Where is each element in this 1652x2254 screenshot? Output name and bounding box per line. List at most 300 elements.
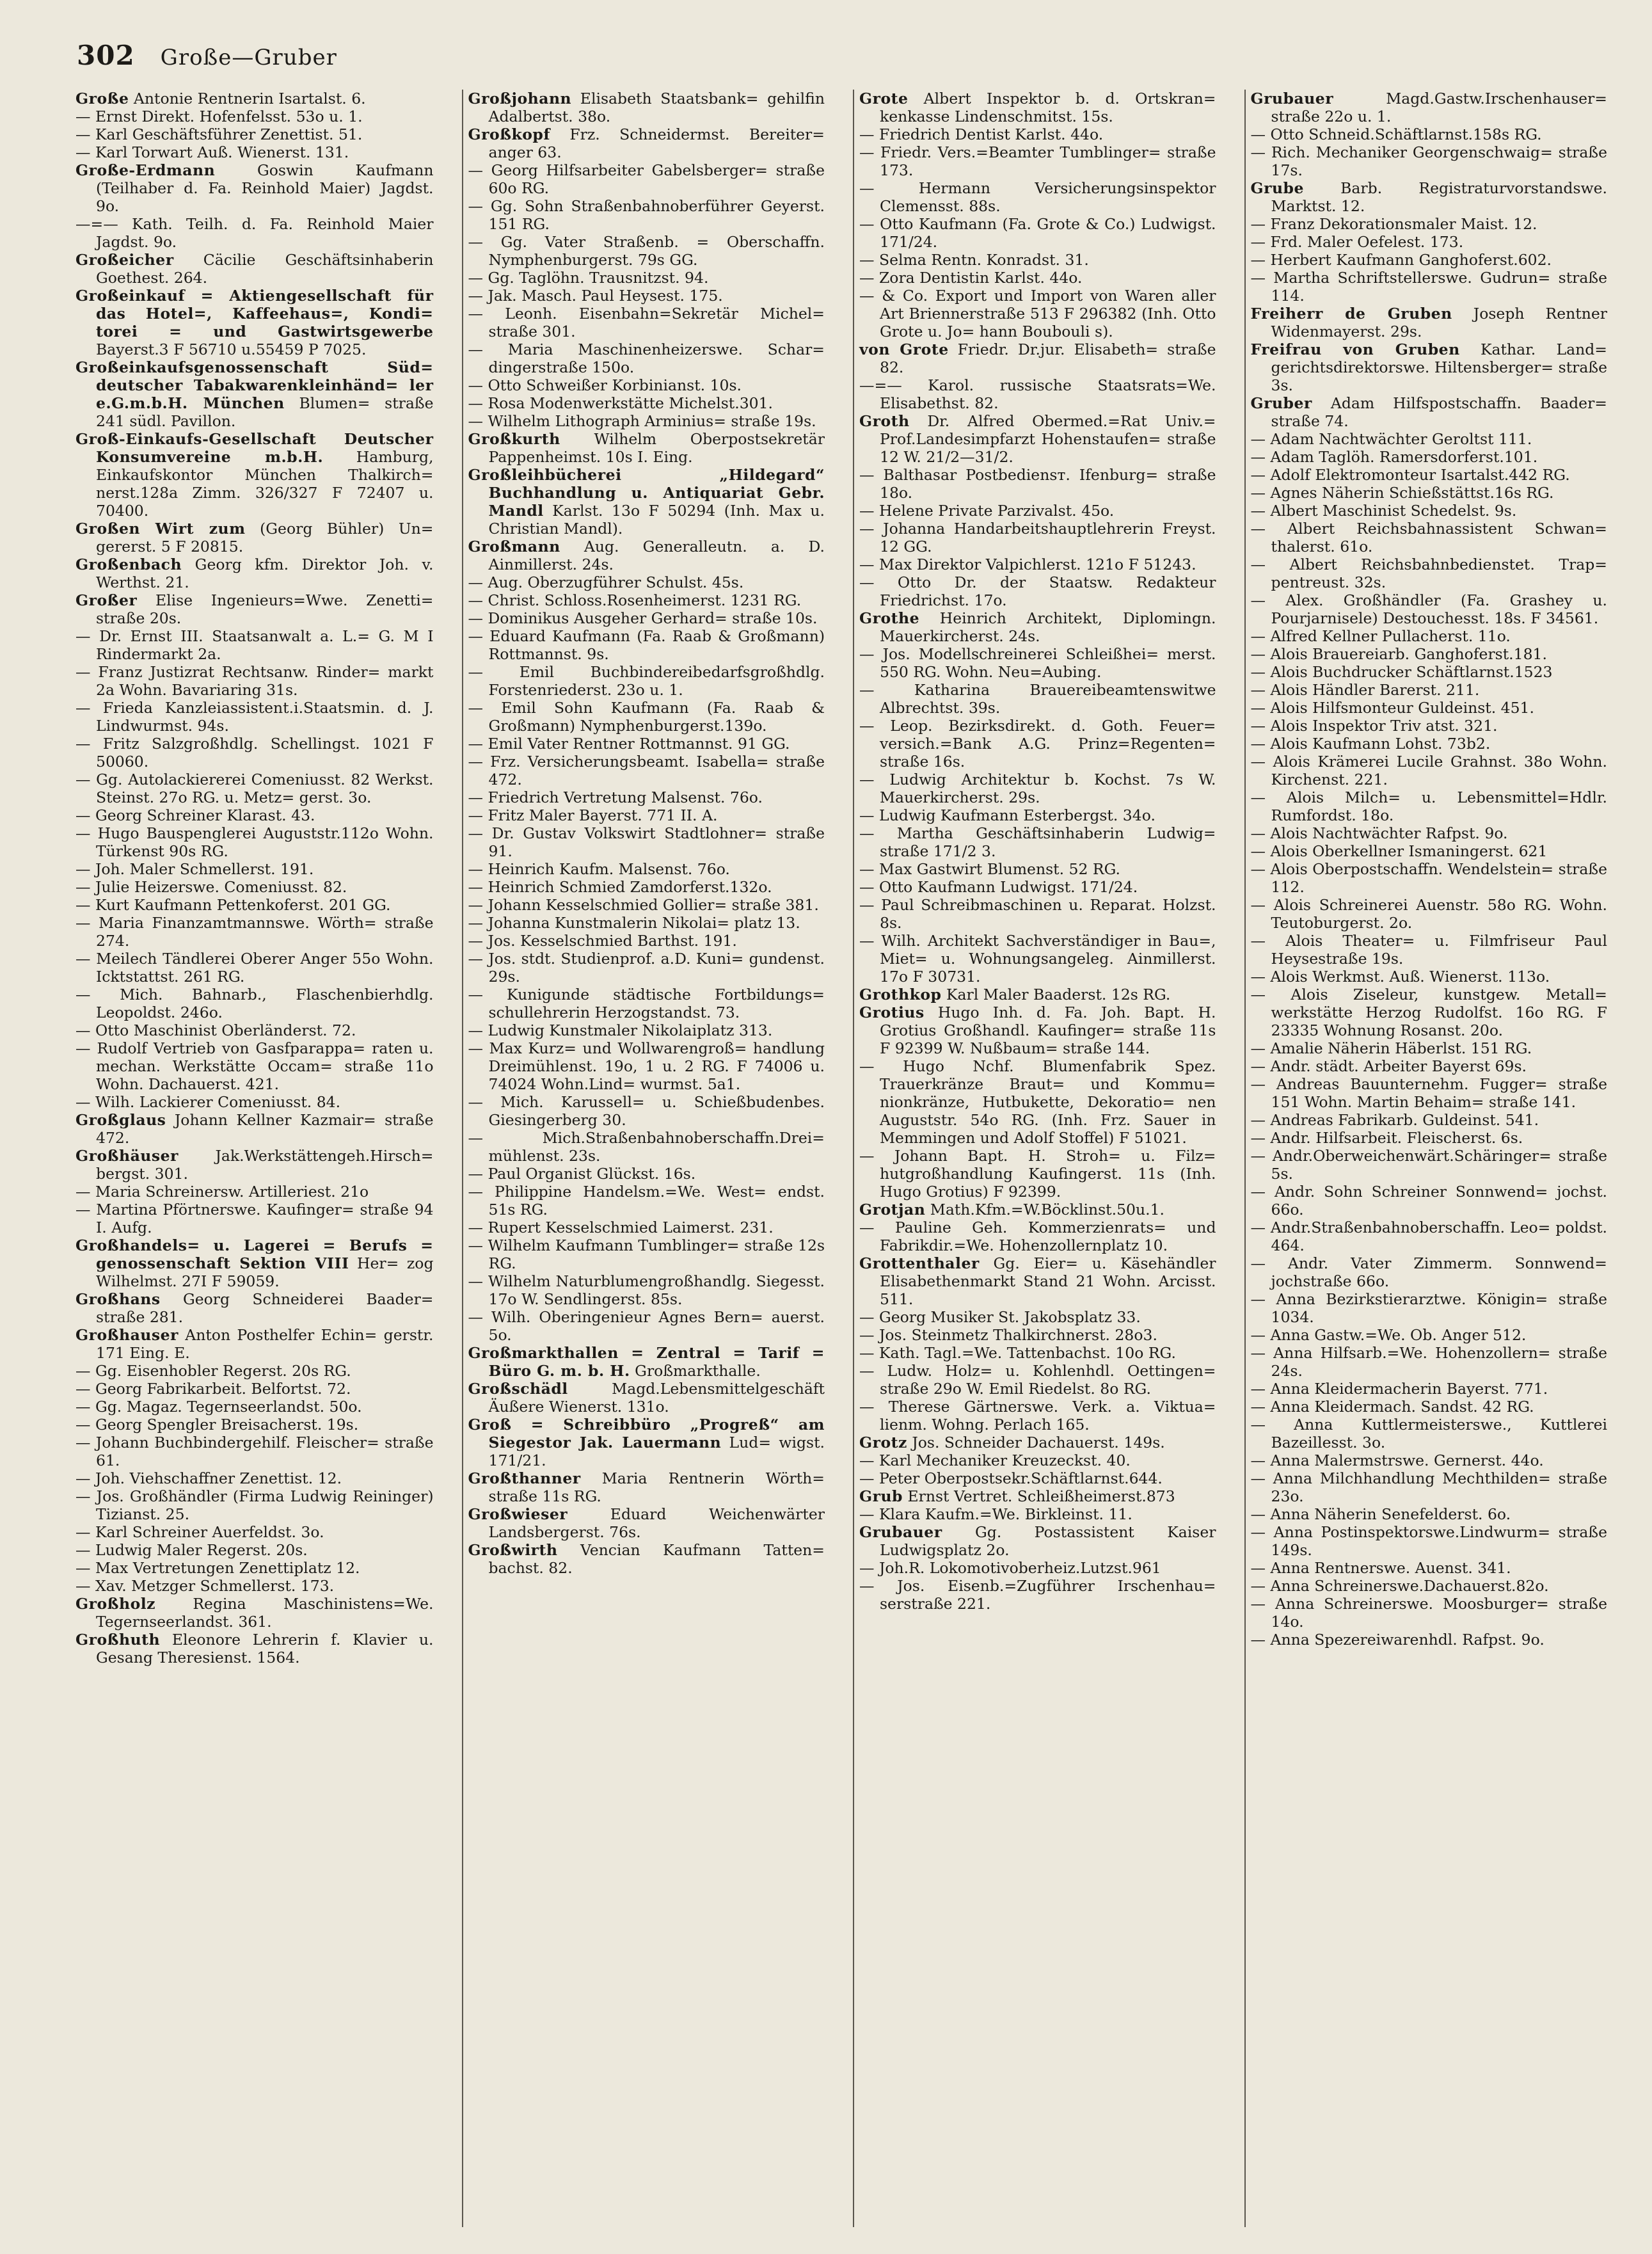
directory-entry	[859, 1254, 1216, 1308]
directory-entry	[75, 591, 434, 627]
entry-details: — Peter Oberpostsekr.Schäftlarnst.644.	[859, 1469, 1163, 1487]
entry-surname: Großeicher	[75, 251, 174, 269]
directory-entry	[468, 860, 825, 878]
entry-details: — Heinrich Kaufm. Malsenst. 76o.	[468, 860, 730, 878]
directory-entry	[75, 1541, 434, 1559]
directory-entry	[468, 340, 825, 376]
entry-details: — Alois Nachtwächter Rafpst. 9o.	[1250, 824, 1508, 842]
directory-entry	[75, 1380, 434, 1398]
entry-details: — Dr. Gustav Volkswirt Stadtlohner= straße 91.	[468, 824, 825, 860]
entry-details: Joseph Rentner Widenmayerst. 29s.	[1271, 305, 1607, 340]
directory-entry	[468, 788, 825, 806]
directory-entry	[1251, 125, 1608, 143]
directory-entry	[75, 1021, 434, 1039]
entry-details: — Alois Hilfsmonteur Guldeinst. 451.	[1250, 699, 1534, 717]
entry-details: — Anna Rentnerswe. Auenst. 341.	[1250, 1559, 1511, 1577]
entry-details: Karl Maler Baaderst. 12s RG.	[946, 986, 1171, 1003]
entry-details: — Johanna Handarbeitshauptlehrerin Freyst. 12 GG.	[859, 520, 1216, 556]
directory-entry	[1251, 1254, 1608, 1290]
directory-entry	[1251, 520, 1608, 556]
directory-entry	[468, 663, 825, 699]
directory-entry	[859, 1057, 1216, 1147]
entry-details: — Alois Buchdrucker Schäftlarnst.1523	[1250, 663, 1553, 681]
entry-details: — Anna Schreinerswe. Moosburger= straße 14o.	[1250, 1595, 1607, 1631]
entry-details: Eleonore Lehrerin f. Klavier u. Gesang Theresienst. 1564.	[96, 1631, 434, 1667]
directory-entry	[468, 932, 825, 950]
entry-details: Elisabeth Staatsbank= gehilfin Adalbertst. 38o.	[488, 90, 825, 125]
directory-entry	[1251, 681, 1608, 699]
entry-details: — Alois Kaufmann Lohst. 73b2.	[1250, 735, 1491, 753]
entry-details: — Philippine Handelsm.=We. West= endst. 51s RG.	[468, 1183, 825, 1219]
entry-details: — Otto Dr. der Staatsw. Redakteur Friedrichst. 17o.	[859, 573, 1216, 609]
entry-surname: Grothkop	[859, 986, 942, 1003]
directory-entry	[859, 179, 1216, 215]
entry-surname: Große	[75, 90, 129, 108]
entry-details: — Anna Schreinerswe.Dachauerst.82o.	[1250, 1577, 1549, 1595]
entry-details: — Aug. Oberzugführer Schulst. 45s.	[468, 573, 744, 591]
directory-entry	[859, 520, 1216, 556]
entry-details: — Alex. Großhändler (Fa. Grashey u. Pourjarnisele) Destouchesst. 18s. F 34561.	[1250, 591, 1607, 627]
entry-details: — Georg Spengler Breisacherst. 19s.	[75, 1416, 359, 1434]
directory-entry	[75, 1595, 434, 1631]
entry-surname: Großjohann	[468, 90, 572, 108]
entry-details: Friedr. Dr.jur. Elisabeth= straße 82.	[880, 340, 1216, 376]
entry-surname: Großholz	[75, 1595, 156, 1613]
entry-details: — Martha Geschäftsinhaberin Ludwig= straße 171/2 3.	[859, 824, 1216, 860]
entry-details: Regina Maschinistens=We. Tegernseerlandst. 361.	[96, 1595, 434, 1631]
directory-entry	[1251, 1147, 1608, 1183]
entry-details: — Andreas Fabrikarb. Guldeinst. 541.	[1250, 1111, 1539, 1129]
directory-entry	[75, 627, 434, 663]
entry-details: — Alois Ziseleur, kunstgew. Metall= werkstätte Herzog Rudolfst. 16o RG. F 23335 Wohnung Rosanst. 20o.	[1250, 986, 1607, 1039]
entry-details: — Kunigunde städtische Fortbildungs= schullehrerin Herzogstandst. 73.	[468, 986, 825, 1021]
directory-entry	[859, 878, 1216, 896]
directory-entry	[859, 1523, 1216, 1559]
entry-surname: Großhans	[75, 1290, 161, 1308]
directory-entry	[468, 806, 825, 824]
entry-details: — Karl Mechaniker Kreuzeckst. 40.	[859, 1451, 1131, 1469]
entry-details: — Albert Reichsbahnbedienstet. Trap= pentreust. 32s.	[1250, 556, 1607, 591]
entry-details: — Alois Inspektor Triv atst. 321.	[1250, 717, 1498, 735]
directory-entry	[859, 771, 1216, 806]
entry-surname: Großleihbücherei „Hildegard“ Buchhandlung u. Antiquariat Gebr. Mandl	[468, 466, 825, 520]
directory-entry	[75, 520, 434, 556]
directory-entry	[1251, 1523, 1608, 1559]
entry-details: Elise Ingenieurs=Wwe. Zenetti= straße 20s.	[96, 591, 434, 627]
entry-details: — Rupert Kesselschmied Laimerst. 231.	[468, 1219, 774, 1236]
entry-surname: Großhäuser	[75, 1147, 179, 1165]
column-1	[70, 90, 439, 2227]
entry-details: — Georg Hilfsarbeiter Gabelsberger= straße 60o RG.	[468, 161, 825, 197]
entry-surname: Groß-Einkaufs-Gesellschaft Deutscher Konsumvereine m.b.H.	[75, 430, 434, 466]
entry-details: — Jak. Masch. Paul Heysest. 175.	[468, 287, 723, 305]
entry-details: — Fritz Salzgroßhdlg. Schellingst. 1021 F 50060.	[75, 735, 434, 771]
entry-details: — Alois Händler Barerst. 211.	[1250, 681, 1480, 699]
directory-entry	[1251, 663, 1608, 681]
entry-details: Jak.Werkstättengeh.Hirsch= bergst. 301.	[96, 1147, 434, 1183]
directory-entry	[468, 896, 825, 914]
directory-entry	[75, 143, 434, 161]
directory-entry	[859, 287, 1216, 340]
directory-entry	[1251, 1469, 1608, 1505]
entry-details: — Albert Reichsbahnassistent Schwan= thalerst. 61o.	[1250, 520, 1607, 556]
entry-surname: Grote	[859, 90, 909, 108]
entry-details: — Wilhelm Kaufmann Tumblinger= straße 12s RG.	[468, 1236, 825, 1272]
directory-entry	[1251, 842, 1608, 860]
entry-details: — Andr. Sohn Schreiner Sonnwend= jochst. 66o.	[1250, 1183, 1607, 1219]
directory-entry	[468, 197, 825, 233]
entry-details: — Gg. Taglöhn. Trausnitzst. 94.	[468, 269, 709, 287]
directory-entry	[468, 1416, 825, 1469]
entry-surname: Großthanner	[468, 1469, 581, 1487]
directory-entry	[468, 878, 825, 896]
directory-entry	[859, 896, 1216, 932]
entry-surname: Groß = Schreibbüro „Progreß“ am Siegestor Jak. Lauermann	[468, 1416, 825, 1451]
directory-entry	[1251, 394, 1608, 430]
directory-entry	[859, 1147, 1216, 1201]
directory-entry	[859, 1398, 1216, 1434]
entry-details: — Emil Buchbindereibedarfsgroßhdlg. Forstenriederst. 23o u. 1.	[468, 663, 825, 699]
entry-details: — Gg. Sohn Straßenbahnoberführer Geyerst. 151 RG.	[468, 197, 825, 233]
directory-entry	[859, 860, 1216, 878]
entry-details: — Frd. Maler Oefelest. 173.	[1250, 233, 1464, 251]
entry-details: — Leonh. Eisenbahn=Sekretär Michel= straße 301.	[468, 305, 825, 340]
directory-entry	[75, 108, 434, 125]
directory-entry	[75, 1523, 434, 1541]
entry-surname: Großer	[75, 591, 138, 609]
directory-entry	[1251, 430, 1608, 448]
directory-entry	[1251, 233, 1608, 251]
directory-entry	[1251, 251, 1608, 269]
directory-entry	[468, 1039, 825, 1093]
entry-details: — Katharina Brauereibeamtenswitwe Albrechtst. 39s.	[859, 681, 1216, 717]
entry-details: — Paul Schreibmaschinen u. Reparat. Holzst. 8s.	[859, 896, 1216, 932]
directory-entry	[468, 269, 825, 287]
directory-entry	[468, 394, 825, 412]
directory-entry	[75, 1577, 434, 1595]
entry-details: — Wilh. Lackierer Comeniusst. 84.	[75, 1093, 341, 1111]
directory-entry	[1251, 1057, 1608, 1075]
entry-details: — Ludwig Architektur b. Kochst. 7s W. Mauerkircherst. 29s.	[859, 771, 1216, 806]
entry-details: — Johann Buchbindergehilf. Fleischer= straße 61.	[75, 1434, 434, 1469]
entry-details: — Christ. Schloss.Rosenheimerst. 1231 RG.	[468, 591, 802, 609]
directory-entry	[1251, 735, 1608, 753]
directory-entry	[468, 287, 825, 305]
page-number: 302	[77, 40, 135, 71]
directory-entry	[1251, 90, 1608, 125]
entry-details: — Johann Bapt. H. Stroh= u. Filz= hutgroßhandlung Kaufingerst. 11s (Inh. Hugo Grotius) F 92399.	[859, 1147, 1216, 1201]
directory-entry	[1251, 932, 1608, 968]
directory-entry	[1251, 1075, 1608, 1111]
entry-details: — Alois Milch= u. Lebensmittel=Hdlr. Rumfordst. 18o.	[1250, 788, 1607, 824]
directory-entry	[468, 1219, 825, 1236]
entry-details: — Julie Heizerswe. Comeniusst. 82.	[75, 878, 347, 896]
directory-entry	[75, 1469, 434, 1487]
entry-surname: Großhuth	[75, 1631, 161, 1649]
entry-details: — Alois Schreinerei Auenstr. 58o RG. Wohn. Teutoburgerst. 2o.	[1250, 896, 1607, 932]
directory-entry	[468, 376, 825, 394]
directory-entry	[75, 896, 434, 914]
directory-entry	[75, 824, 434, 860]
entry-details: — Anna Kuttlermeisterswe., Kuttlerei Bazeillesst. 3o.	[1250, 1416, 1607, 1451]
directory-entry	[468, 161, 825, 197]
entry-surname: Grub	[859, 1487, 903, 1505]
entry-details: — Alois Krämerei Lucile Grahnst. 38o Wohn. Kirchenst. 221.	[1250, 753, 1607, 788]
entry-details: Hugo Inh. d. Fa. Joh. Bapt. H. Grotius Großhandl. Kaufinger= straße 11s F 92399 W. Nußbaum= straße 144.	[880, 1003, 1216, 1057]
entry-details: — Eduard Kaufmann (Fa. Raab & Großmann) Rottmannst. 9s.	[468, 627, 825, 663]
directory-entry	[1251, 1380, 1608, 1398]
directory-entry	[75, 878, 434, 896]
entry-details: — Anna Gastw.=We. Ob. Anger 512.	[1250, 1326, 1527, 1344]
entry-surname: Grotius	[859, 1003, 925, 1021]
directory-entry	[859, 1577, 1216, 1613]
entry-details: — Agnes Näherin Schießstättst.16s RG.	[1250, 484, 1554, 502]
directory-entry	[75, 1201, 434, 1236]
entry-surname: Groth	[859, 412, 910, 430]
directory-entry	[468, 699, 825, 735]
directory-entry	[75, 699, 434, 735]
directory-entry	[75, 251, 434, 287]
directory-entry	[859, 1003, 1216, 1057]
directory-entry	[75, 125, 434, 143]
directory-entry	[859, 573, 1216, 609]
entry-details: Heinrich Architekt, Diplomingn. Mauerkircherst. 24s.	[880, 609, 1216, 645]
entry-details: —=— Karol. russische Staatsrats=We. Elisabethst. 82.	[859, 376, 1216, 412]
directory-entry	[75, 1093, 434, 1111]
entry-details: — Adam Nachtwächter Geroltst 111.	[1250, 430, 1532, 448]
entry-details: — Alois Werkmst. Auß. Wienerst. 113o.	[1250, 968, 1550, 986]
directory-entry	[859, 412, 1216, 466]
directory-entry	[1251, 986, 1608, 1039]
entry-details: (Georg Bühler) Un= gererst. 5 F 20815.	[96, 520, 434, 556]
directory-entry	[1251, 1451, 1608, 1469]
entry-details: — Wilh. Oberingenieur Agnes Bern= auerst. 5o.	[468, 1308, 825, 1344]
entry-details: Georg kfm. Direktor Joh. v. Werthst. 21.	[96, 556, 434, 591]
entry-details: — Gg. Autolackiererei Comeniusst. 82 Werkst. Steinst. 27o RG. u. Metz= gerst. 3o.	[75, 771, 434, 806]
entry-surname: Freifrau von Gruben	[1250, 340, 1460, 358]
directory-entry	[859, 502, 1216, 520]
directory-entry	[859, 1219, 1216, 1254]
directory-entry	[468, 1165, 825, 1183]
directory-entry	[468, 1021, 825, 1039]
entry-details: — Hugo Bauspenglerei Auguststr.112o Wohn. Türkenst 90s RG.	[75, 824, 434, 860]
directory-entry	[1251, 143, 1608, 179]
entry-details: — Maria Finanzamtmannswe. Wörth= straße 274.	[75, 914, 434, 950]
directory-entry	[468, 591, 825, 609]
entry-details: — Joh. Viehschaffner Zenettist. 12.	[75, 1469, 342, 1487]
directory-entry	[468, 466, 825, 538]
entry-details: — Mich.Straßenbahnoberschaffn.Drei= mühlenst. 23s.	[468, 1129, 825, 1165]
entry-details: — Frieda Kanzleiassistent.i.Staatsmin. d. J. Lindwurmst. 94s.	[75, 699, 434, 735]
directory-entry	[468, 125, 825, 161]
entry-details: — Jos. Eisenb.=Zugführer Irschenhau= serstraße 221.	[859, 1577, 1216, 1613]
entry-details: — Ernst Direkt. Hofenfelsst. 53o u. 1.	[75, 108, 363, 125]
entry-details: — Balthasar Postbediensт. Ifenburg= straße 18o.	[859, 466, 1216, 502]
entry-details: — Zora Dentistin Karlst. 44o.	[859, 269, 1083, 287]
directory-entry	[1251, 556, 1608, 591]
directory-entry	[468, 986, 825, 1021]
entry-details: — Max Vertretungen Zenettiplatz 12.	[75, 1559, 360, 1577]
entry-details: — Dr. Ernst III. Staatsanwalt a. L.= G. M I Rindermarkt 2a.	[75, 627, 434, 663]
directory-entry	[859, 269, 1216, 287]
directory-entry	[468, 1469, 825, 1505]
directory-entry	[859, 717, 1216, 771]
column-2	[462, 90, 830, 2227]
entry-details: — Friedr. Vers.=Beamter Tumblinger= straße 173.	[859, 143, 1216, 179]
directory-entry	[468, 1541, 825, 1577]
entry-details: — Karl Geschäftsführer Zenettist. 51.	[75, 125, 363, 143]
entry-details: — Anna Kleidermacherin Bayerst. 771.	[1250, 1380, 1548, 1398]
entry-details: — Anna Näherin Senefelderst. 6o.	[1250, 1505, 1511, 1523]
entry-details: — Herbert Kaufmann Ganghoferst.602.	[1250, 251, 1552, 269]
directory-entry	[75, 358, 434, 430]
directory-entry	[468, 1183, 825, 1219]
directory-entry	[1251, 1398, 1608, 1416]
directory-entry	[1251, 269, 1608, 305]
directory-entry	[1251, 788, 1608, 824]
directory-entry	[859, 143, 1216, 179]
entry-details: — Karl Schreiner Auerfeldst. 3o.	[75, 1523, 324, 1541]
entry-details: Georg Schneiderei Baader= straße 281.	[96, 1290, 434, 1326]
directory-entry	[1251, 1631, 1608, 1649]
entry-surname: Großglaus	[75, 1111, 166, 1129]
entry-details: — Jos. Großhändler (Firma Ludwig Reininger) Tizianst. 25.	[75, 1487, 434, 1523]
directory-entry	[468, 950, 825, 986]
entry-details: Barb. Registraturvorstandswe. Marktst. 12.	[1271, 179, 1607, 215]
entry-details: — Max Gastwirt Blumenst. 52 RG.	[859, 860, 1120, 878]
entry-details: — Kurt Kaufmann Pettenkoferst. 201 GG.	[75, 896, 391, 914]
directory-entry	[1251, 484, 1608, 502]
directory-entry	[1251, 1559, 1608, 1577]
entry-surname: Große-Erdmann	[75, 161, 216, 179]
directory-entry	[468, 573, 825, 591]
entry-details: — Max Direktor Valpichlerst. 121o F 51243.	[859, 556, 1196, 573]
entry-details: — Therese Gärtnerswe. Verk. a. Viktua= lienm. Wohng. Perlach 165.	[859, 1398, 1216, 1434]
entry-details: — Anna Milchhandlung Mechthilden= straße 23o.	[1250, 1469, 1607, 1505]
entry-surname: Gruber	[1250, 394, 1312, 412]
entry-details: — Anna Bezirkstierarztwe. Königin= straße 1034.	[1250, 1290, 1607, 1326]
directory-entry	[75, 287, 434, 358]
entry-details: — Xav. Metzger Schmellerst. 173.	[75, 1577, 335, 1595]
directory-entry	[75, 914, 434, 950]
directory-entry	[1251, 1326, 1608, 1344]
directory-entry	[75, 950, 434, 986]
directory-entry	[859, 215, 1216, 251]
entry-surname: Großmann	[468, 538, 560, 556]
entry-details: — Otto Schneid.Schäftlarnst.158s RG.	[1250, 125, 1542, 143]
directory-entry	[1251, 824, 1608, 842]
entry-details: — Jos. Kesselschmied Barthst. 191.	[468, 932, 737, 950]
entry-surname: Grube	[1250, 179, 1304, 197]
directory-entry	[75, 806, 434, 824]
entry-details: — Emil Vater Rentner Rottmannst. 91 GG.	[468, 735, 790, 753]
entry-details: Gg. Postassistent Kaiser Ludwigsplatz 2o.	[880, 1523, 1216, 1559]
directory-entry	[75, 1559, 434, 1577]
entry-details: Blumen= straße 241 südl. Pavillon.	[96, 394, 434, 430]
entry-details: — Franz Dekorationsmaler Maist. 12.	[1250, 215, 1537, 233]
directory-entry	[1251, 1416, 1608, 1451]
entry-details: — Paul Organist Glückst. 16s.	[468, 1165, 696, 1183]
directory-entry	[1251, 448, 1608, 466]
directory-entry	[468, 1308, 825, 1344]
entry-details: — Joh.R. Lokomotivoberheiz.Lutzst.961	[859, 1559, 1161, 1577]
directory-entry	[859, 806, 1216, 824]
entry-details: Magd.Lebensmittelgeschäft Äußere Wienerst. 131o.	[488, 1380, 825, 1416]
entry-surname: Großkopf	[468, 125, 550, 143]
entry-details: — Ludwig Kunstmaler Nikolaiplatz 313.	[468, 1021, 773, 1039]
directory-entry	[859, 1362, 1216, 1398]
directory-entry	[75, 1487, 434, 1523]
entry-details: — Franz Justizrat Rechtsanw. Rinder= markt 2a Wohn. Bavariaring 31s.	[75, 663, 434, 699]
directory-entry	[1251, 699, 1608, 717]
directory-entry	[1251, 968, 1608, 986]
directory-entry	[468, 1129, 825, 1165]
directory-entry	[75, 986, 434, 1021]
directory-entry	[1251, 1577, 1608, 1595]
entry-surname: Großhauser	[75, 1326, 179, 1344]
directory-entry	[75, 556, 434, 591]
entry-details: — Georg Fabrikarbeit. Belfortst. 72.	[75, 1380, 351, 1398]
entry-details: Magd.Gastw.Irschenhauser= straße 22o u. 1.	[1271, 90, 1607, 125]
entry-details: — Gg. Vater Straßenb. = Oberschaffn. Nymphenburgerst. 79s GG.	[468, 233, 825, 269]
directory-entry	[1251, 1129, 1608, 1147]
entry-details: — Pauline Geh. Kommerzienrats= und Fabrikdir.=We. Hohenzollernplatz 10.	[859, 1219, 1216, 1254]
entry-details: Großmarkthalle.	[635, 1362, 761, 1380]
directory-entry	[1251, 645, 1608, 663]
entry-details: — Anna Postinspektorswe.Lindwurm= straße 149s.	[1250, 1523, 1607, 1559]
entry-details: Maria Rentnerin Wörth= straße 11s RG.	[488, 1469, 825, 1505]
entry-surname: Großmarkthallen = Zentral = Tarif = Büro G. m. b. H.	[468, 1344, 825, 1380]
entry-details: Jos. Schneider Dachauerst. 149s.	[912, 1434, 1165, 1451]
directory-entry	[468, 1505, 825, 1541]
entry-details: — Fritz Maler Bayerst. 771 II. A.	[468, 806, 718, 824]
entry-surname: Großeinkaufsgenossenschaft Süd= deutscher Tabakwarenkleinhänd= ler e.G.m.b.H. München	[75, 358, 434, 412]
directory-entry	[468, 430, 825, 466]
entry-details: — Otto Schweißer Korbinianst. 10s.	[468, 376, 742, 394]
entry-details: — Georg Schreiner Klarast. 43.	[75, 806, 315, 824]
directory-entry	[468, 824, 825, 860]
directory-entry	[859, 1326, 1216, 1344]
directory-entry	[859, 645, 1216, 681]
directory-entry	[1251, 1344, 1608, 1380]
directory-entry	[75, 430, 434, 520]
column-3	[853, 90, 1221, 2227]
directory-entry	[1251, 1219, 1608, 1254]
entry-details: Goswin Kaufmann (Teilhaber d. Fa. Reinhold Maier) Jagdst. 9o.	[96, 161, 434, 215]
entry-details: — Adam Taglöh. Ramersdorferst.101.	[1250, 448, 1538, 466]
entry-details: — Andr. städt. Arbeiter Bayerst 69s.	[1250, 1057, 1527, 1075]
entry-details: — Alois Theater= u. Filmfriseur Paul Heysestraße 19s.	[1250, 932, 1607, 968]
directory-entry	[75, 1416, 434, 1434]
entry-details: — Anna Kleidermach. Sandst. 42 RG.	[1250, 1398, 1534, 1416]
entry-details: — Helene Private Parzivalst. 45o.	[859, 502, 1115, 520]
entry-details: — Ludw. Holz= u. Kohlenhdl. Oettingen= straße 29o W. Emil Riedelst. 8o RG.	[859, 1362, 1216, 1398]
directory-entry	[468, 1236, 825, 1272]
directory-entry	[1251, 1595, 1608, 1631]
directory-entry	[468, 627, 825, 663]
entry-details: — Johanna Kunstmalerin Nikolai= platz 13.	[468, 914, 800, 932]
directory-entry	[1251, 1111, 1608, 1129]
directory-columns	[70, 90, 1612, 2227]
entry-details: — Gg. Eisenhobler Regerst. 20s RG.	[75, 1362, 351, 1380]
directory-entry	[859, 1308, 1216, 1326]
entry-details: — Alfred Kellner Pullacherst. 11o.	[1250, 627, 1511, 645]
directory-entry	[1251, 215, 1608, 233]
directory-entry	[75, 1236, 434, 1290]
directory-entry	[859, 1559, 1216, 1577]
entry-details: — Mich. Karussell= u. Schießbudenbes. Giesingerberg 30.	[468, 1093, 825, 1129]
directory-entry	[75, 215, 434, 251]
